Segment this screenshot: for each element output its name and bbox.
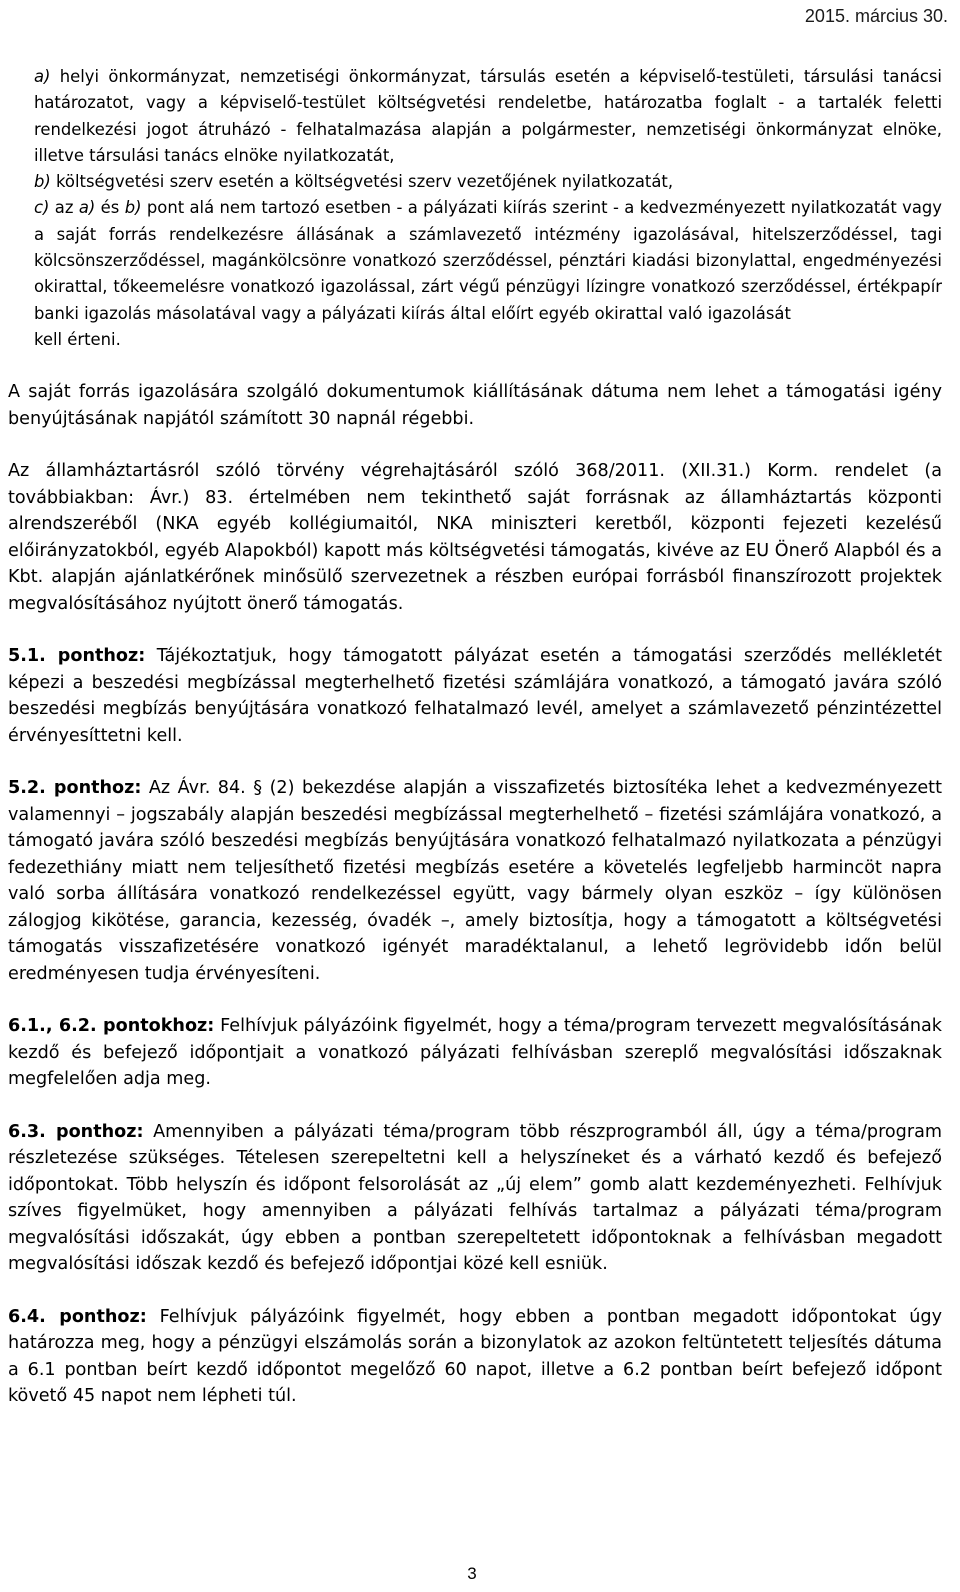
section-heading-6-3: 6.3. ponthoz: (8, 1121, 144, 1142)
section-6-3 (8, 1119, 942, 1278)
section-heading-6-4: 6.4. ponthoz: (8, 1306, 147, 1327)
list-text-c-3: pont alá nem tartozó esetben - a pályázati kiírás szerint - a kedvezményezett nyilatkozatát vagy a saját forrás rendelkezésre állásának a számlavezető intézmény igazolásával, hitelszerződéssel, tagi kölcsönszerződéssel, magánkölcsönre vonatkozó szerződéssel, pénztári kiadási bizonylattal, engedményezési okirattal, tőkeemelésre vonatkozó igazolással, zárt végű pénzügyi lízingre vonatkozó szerződéssel, értékpapír banki igazolás másolatával vagy a pályázati kiírás által előírt egyéb okirattal való igazolását (34, 198, 943, 323)
header-date: 2015. március 30. (804, 6, 948, 26)
list-marker-b: b) (34, 172, 51, 192)
list-item-b (8, 169, 942, 195)
page-number: 3 (467, 1564, 477, 1583)
section-text-6-3: Amennyiben a pályázati téma/program több részprogramból áll, úgy a téma/program részletezése szükséges. Tételesen szerepeltetni kell a helyszíneket és a várható kezdő és befejező időpontokat. Több helyszín és időpont felsorolását az „új elem” gomb alatt kezdeményezheti. Felhívjuk szíves figyelmüket, hogy amennyiben a pályázati felhívás tartalmaz a pályázati téma/program megvalósítási időszakát, úgy ebben a pontban szerepeltetett időpontoknak a felhívásban megadott megvalósítási időszak kezdő és befejező időpontjai közé kell esniük. (8, 1121, 943, 1275)
list-marker-a: a) (34, 67, 51, 86)
list-ref-a: a) (78, 198, 96, 218)
section-text-5-2: Az Ávr. 84. § (2) bekezdése alapján a visszafizetés biztosítéka lehet a kedvezményezett valamennyi – jogszabály alapján beszedési megbízással megterhelhető – fizetési számlájára vonatkozó, a támogató javára szóló beszedési megbízás benyújtására vonatkozó felhatalmazó nyilatkozata a pénzügyi fedezethiány miatt nem teljesíthető fizetési megbízás esetére a követelés legfeljebb harmincöt napra való sorba állítására vonatkozó rendelkezéssel együtt, vagy bármely olyan eszköz – így különösen zálogjog kikötése, garancia, kezesség, óvadék –, amely biztosítja, hogy a támogatott a költségvetési támogatás visszafizetésére vonatkozó igényét maradéktalanul, a lehető legrövidebb időn belül eredményesen tudja érvényesíteni. (8, 778, 942, 984)
section-text-6-4: Felhívjuk pályázóink figyelmét, hogy ebben a pontban megadott időpontokat úgy határozza meg, hogy a pénzügyi elszámolás során a bizonylatok az azokon feltüntetett teljesítés dátuma a 6.1 pontban beírt kezdő időpontot megelőző 60 napot, illetve a 6.2 pontban beírt befejező időpont követő 45 napot nem lépheti túl. (8, 1306, 943, 1407)
section-5-2 (8, 775, 942, 987)
list-ref-b: b) (124, 198, 142, 218)
list-text-c-2: és (95, 198, 125, 218)
section-heading-6-1-6-2: 6.1., 6.2. pontokhoz: (8, 1016, 215, 1037)
document-body (8, 64, 942, 1410)
section-text-5-1: Tájékoztatjuk, hogy támogatott pályázat esetén a támogatási szerződés mellékletét képezi a beszedési megbízással megterhelhető fizetési számlájára vonatkozó, a támogató javára szóló beszedési megbízás benyújtására vonatkozó felhatalmazó levél, amelyet a számlavezető pénzintézettel érvényesíttetni kell. (8, 646, 942, 746)
section-text-6-1-6-2: Felhívjuk pályázóink figyelmét, hogy a téma/program tervezett megvalósításának kezdő és befejező időpontjait a vonatkozó pályázati felhívásban szereplő megvalósítási időszaknak megfelelően adja meg. (8, 1016, 942, 1090)
section-6-4 (8, 1304, 942, 1410)
section-heading-5-1: 5.1. ponthoz: (8, 646, 146, 667)
list-text-b: költségvetési szerv esetén a költségvetési szerv vezetőjének nyilatkozatát, (50, 172, 674, 192)
list-text-c-1: az (49, 198, 79, 218)
paragraph-own-source-date: A saját forrás igazolására szolgáló dokumentumok kiállításának dátuma nem lehet a támogatási igény benyújtásának napjától számított 30 napnál régebbi. (8, 382, 942, 429)
list-item-c (8, 195, 942, 326)
list-item-a (8, 64, 942, 169)
section-5-1 (8, 643, 942, 749)
list-marker-c: c) (34, 198, 50, 218)
list-closing: kell érteni. (34, 329, 121, 349)
paragraph-avr-83: Az államháztartásról szóló törvény végrehajtásáról szóló 368/2011. (XII.31.) Korm. rendelet (a továbbiakban: Ávr.) 83. értelmében nem tekinthető saját forrásnak az államháztartás központi alrendszeréből (NKA egyéb kollégiumaitól, NKA miniszteri keretből, központi fejezeti kezelésű előirányzatokból, egyéb Alapokból) kapott más költségvetési támogatás, kivéve az EU Önerő Alapból és a Kbt. alapján ajánlatkérőnek minősülő szervezetnek a részben európai forrásból finanszírozott projektek megvalósításához nyújtott önerő támogatás. (8, 461, 942, 614)
section-6-1-6-2 (8, 1013, 942, 1093)
section-heading-5-2: 5.2. ponthoz: (8, 778, 142, 799)
list-text-a: helyi önkormányzat, nemzetiségi önkormányzat, társulás esetén a képviselő-testületi, társulási tanácsi határozatot, vagy a képviselő-testület költségvetési rendeletbe, határozatba foglalt - a tartalék feletti rendelkezési jogot átruházó - felhatalmazása alapján a polgármester, nemzetiségi önkormányzat elnöke, illetve társulási tanács elnöke nyilatkozatát, (34, 67, 942, 165)
